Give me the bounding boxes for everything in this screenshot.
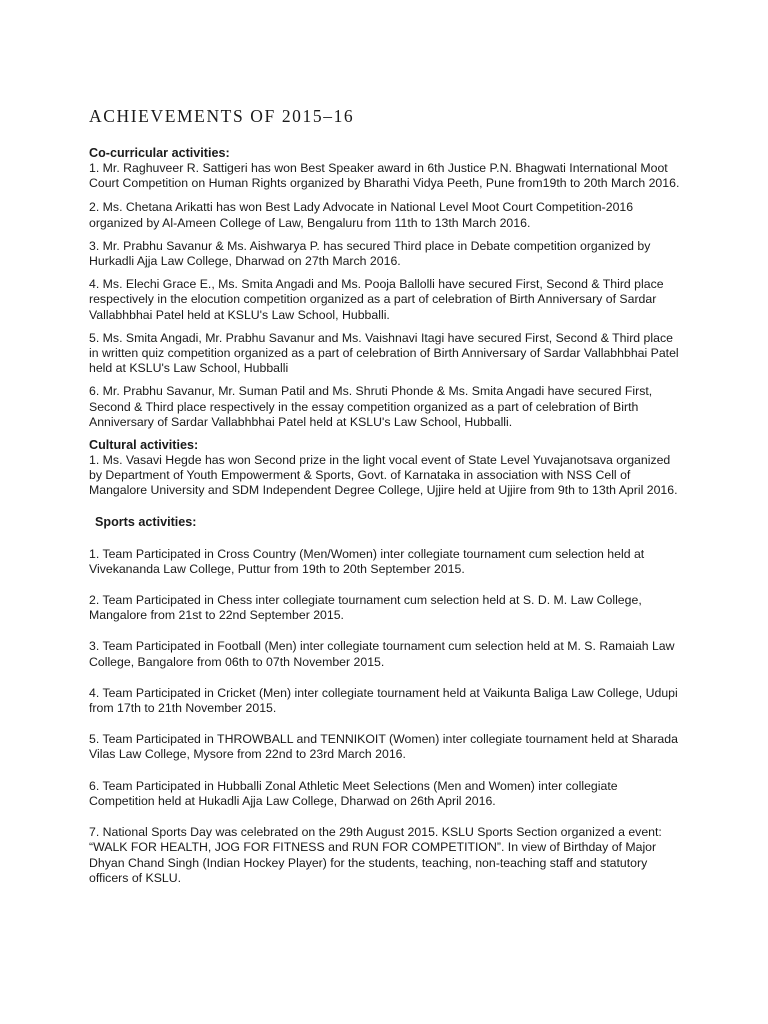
co-curricular-item-3: 3. Mr. Prabhu Savanur & Ms. Aishwarya P. has secured Third place in Debate competition organized by Hurkadli Ajja Law College, Dharwad on 27th March 2016. bbox=[89, 238, 651, 269]
sports-item-1: 1. Team Participated in Cross Country (Men/Women) inter collegiate tournament cum selection held at Vivekananda Law College, Puttur from 19th to 20th September 2015. bbox=[89, 546, 645, 576]
co-curricular-item-1: 1. Mr. Raghuveer R. Sattigeri has won Best Speaker award in 6th Justice P.N. Bhagwati International Moot Court Competition on Human Rights organized by Bharathi Vidya Peeth, Pune from19th to 20th March 2016. bbox=[89, 161, 680, 191]
sports-item-5: 5. Team Participated in THROWBALL and TENNIKOIT (Women) inter collegiate tournament held at Sharada Vilas Law College, Mysore from 22nd to 23rd March 2016. bbox=[89, 732, 678, 762]
sports-item-6: 6. Team Participated in Hubballi Zonal Athletic Meet Selections (Men and Women) inter collegiate Competition held at Hukadli Ajja Law College, Dharwad on 26th April 2016. bbox=[89, 778, 618, 808]
document-page bbox=[89, 104, 685, 902]
co-curricular-section bbox=[89, 146, 685, 430]
co-curricular-heading: Co-curricular activities: bbox=[89, 146, 230, 160]
cultural-section bbox=[89, 438, 685, 499]
co-curricular-item-2: 2. Ms. Chetana Arikatti has won Best Lady Advocate in National Level Moot Court Competition-2016 organized by Al-Ameen College of Law, Bengaluru from 11th to 13th March 2016. bbox=[89, 200, 634, 230]
sports-heading: Sports activities: bbox=[95, 514, 197, 529]
page-title: ACHIEVEMENTS OF 2015–16 bbox=[89, 106, 355, 126]
co-curricular-item-4: 4. Ms. Elechi Grace E., Ms. Smita Angadi and Ms. Pooja Ballolli have secured First, Second & Third place respectively in the elocution competition organized as a part of celebration of Birth Anniversary of Sardar Vallabhbhai Patel held at KSLU's Law School, Hubballi. bbox=[89, 277, 664, 322]
sports-item-4: 4. Team Participated in Cricket (Men) inter collegiate tournament held at Vaikunta Baliga Law College, Udupi from 17th to 21th November 2015. bbox=[89, 685, 678, 716]
cultural-item-1: 1. Ms. Vasavi Hegde has won Second prize in the light vocal event of State Level Yuvajanotsava organized by Department of Youth Empowerment & Sports, Govt. of Karnataka in association with NSS Cell of Mangalore University and SDM Independent Degree College, Ujjire held at Ujjire from 9th to 13th April 2016. bbox=[89, 453, 678, 498]
co-curricular-item-6: 6. Mr. Prabhu Savanur, Mr. Suman Patil and Ms. Shruti Phonde & Ms. Smita Angadi have secured First, Second & Third place respectively in the essay competition organized as a part of celebration of Birth Anniversary of Sardar Vallabhbhai Patel held at KSLU's Law School, Hubballi. bbox=[89, 384, 653, 429]
sports-section bbox=[89, 515, 685, 886]
cultural-heading: Cultural activities: bbox=[89, 438, 199, 453]
sports-item-2: 2. Team Participated in Chess inter collegiate tournament cum selection held at S. D. M. Law College, Mangalore from 21st to 22nd September 2015. bbox=[89, 593, 642, 623]
co-curricular-item-5: 5. Ms. Smita Angadi, Mr. Prabhu Savanur and Ms. Vaishnavi Itagi have secured First, Second & Third place in written quiz competition organized as a part of celebration of Birth Anniversary of Sardar Vallabhbhai Patel held at KSLU's Law School, Hubballi bbox=[89, 330, 679, 376]
sports-item-3: 3. Team Participated in Football (Men) inter collegiate tournament cum selection held at M. S. Ramaiah Law College, Bangalore from 06th to 07th November 2015. bbox=[89, 639, 675, 669]
sports-item-7: 7. National Sports Day was celebrated on the 29th August 2015. KSLU Sports Section organized a event: “WALK FOR HEALTH, JOG FOR FITNESS and RUN FOR COMPETITION”. In view of Birthday of Major Dhyan Chand Singh (Indian Hockey Player) for the students, teaching, non-teaching staff and statutory officers of KSLU. bbox=[89, 825, 662, 885]
